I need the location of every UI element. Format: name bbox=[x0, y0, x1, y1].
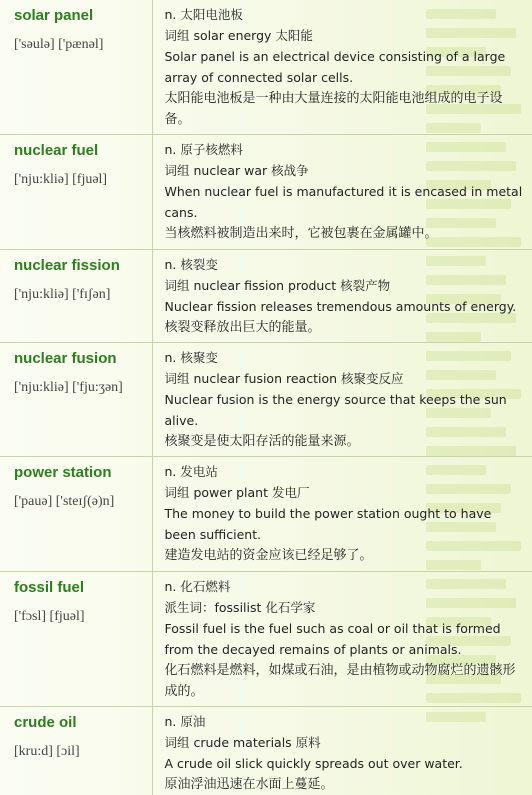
term-cell bbox=[0, 343, 152, 457]
example-english: The money to build the power station ought to have been sufficient. bbox=[164, 506, 492, 542]
example-chinese: 太阳能电池板是一种由大量连接的太阳能电池组成的电子设备。 bbox=[164, 91, 503, 127]
term-phonetic: ['nju:kliə] ['fɪʃən] bbox=[14, 287, 111, 302]
term-word: crude oil bbox=[14, 714, 77, 731]
phrase: 词组 power plant 发电厂 bbox=[164, 485, 310, 500]
phrase: 词组 solar energy 太阳能 bbox=[164, 28, 313, 43]
term-cell bbox=[0, 0, 152, 135]
term-word: nuclear fusion bbox=[14, 350, 117, 367]
example-chinese: 建造发电站的资金应该已经足够了。 bbox=[164, 548, 373, 563]
definition-cell bbox=[152, 135, 532, 250]
table-row bbox=[0, 250, 532, 343]
term-word: fossil fuel bbox=[14, 579, 85, 596]
part-of-speech: n. 核聚变 bbox=[164, 350, 218, 365]
term-phonetic: [kru:d] [ɔil] bbox=[14, 744, 80, 759]
term-word: nuclear fission bbox=[14, 257, 120, 274]
example-english: Solar panel is an electrical device consisting of a large array of connected solar cells. bbox=[164, 49, 506, 85]
part-of-speech: n. 化石燃料 bbox=[164, 579, 231, 594]
term-phonetic: ['fɔsl] [fjuəl] bbox=[14, 609, 85, 624]
example-chinese: 核裂变释放出巨大的能量。 bbox=[164, 320, 321, 335]
table-row bbox=[0, 135, 532, 250]
table-row bbox=[0, 343, 532, 457]
phrase: 词组 nuclear fission product 核裂产物 bbox=[164, 278, 391, 293]
example-chinese: 当核燃料被制造出来时，它被包裹在金属罐中。 bbox=[164, 226, 438, 241]
example-english: Nuclear fusion is the energy source that keeps the sun alive. bbox=[164, 392, 507, 428]
term-cell bbox=[0, 135, 152, 250]
term-word: nuclear fuel bbox=[14, 142, 99, 159]
term-cell bbox=[0, 572, 152, 707]
example-english: Nuclear fission releases tremendous amounts of energy. bbox=[164, 299, 517, 314]
phrase: 词组 nuclear war 核战争 bbox=[164, 163, 309, 178]
definition-cell bbox=[152, 572, 532, 707]
definition-cell bbox=[152, 343, 532, 457]
term-word: power station bbox=[14, 464, 112, 481]
table-row bbox=[0, 457, 532, 572]
part-of-speech: n. 核裂变 bbox=[164, 257, 218, 272]
definition-cell bbox=[152, 0, 532, 135]
table-row bbox=[0, 0, 532, 135]
definition-cell bbox=[152, 457, 532, 572]
phrase: 派生词：fossilist 化石学家 bbox=[164, 600, 316, 615]
phrase: 词组 nuclear fusion reaction 核聚变反应 bbox=[164, 371, 404, 386]
phrase: 词组 crude materials 原料 bbox=[164, 735, 321, 750]
definition-cell bbox=[152, 707, 532, 795]
example-english: When nuclear fuel is manufactured it is encased in metal cans. bbox=[164, 184, 523, 220]
table-row bbox=[0, 572, 532, 707]
term-cell bbox=[0, 457, 152, 572]
term-phonetic: ['nju:kliə] [fjuəl] bbox=[14, 172, 108, 187]
term-cell bbox=[0, 707, 152, 795]
term-phonetic: ['nju:kliə] ['fju:ʒən] bbox=[14, 380, 123, 395]
example-chinese: 原油浮油迅速在水面上蔓延。 bbox=[164, 777, 334, 792]
part-of-speech: n. 发电站 bbox=[164, 464, 218, 479]
example-english: A crude oil slick quickly spreads out over water. bbox=[164, 756, 463, 771]
part-of-speech: n. 原子核燃料 bbox=[164, 142, 243, 157]
term-phonetic: ['səulə] ['pænəl] bbox=[14, 37, 104, 52]
table-row bbox=[0, 707, 532, 795]
example-chinese: 核聚变是使太阳存活的能量来源。 bbox=[164, 434, 360, 449]
term-word: solar panel bbox=[14, 7, 94, 24]
example-chinese: 化石燃料是燃料，如煤或石油，是由植物或动物腐烂的遗骸形成的。 bbox=[164, 663, 516, 699]
term-cell bbox=[0, 250, 152, 343]
part-of-speech: n. 太阳电池板 bbox=[164, 7, 243, 22]
term-phonetic: ['pauə] ['steɪʃ(ə)n] bbox=[14, 494, 115, 509]
definition-cell bbox=[152, 250, 532, 343]
example-english: Fossil fuel is the fuel such as coal or oil that is formed from the decayed remains of plants or animals. bbox=[164, 621, 501, 657]
part-of-speech: n. 原油 bbox=[164, 714, 206, 729]
